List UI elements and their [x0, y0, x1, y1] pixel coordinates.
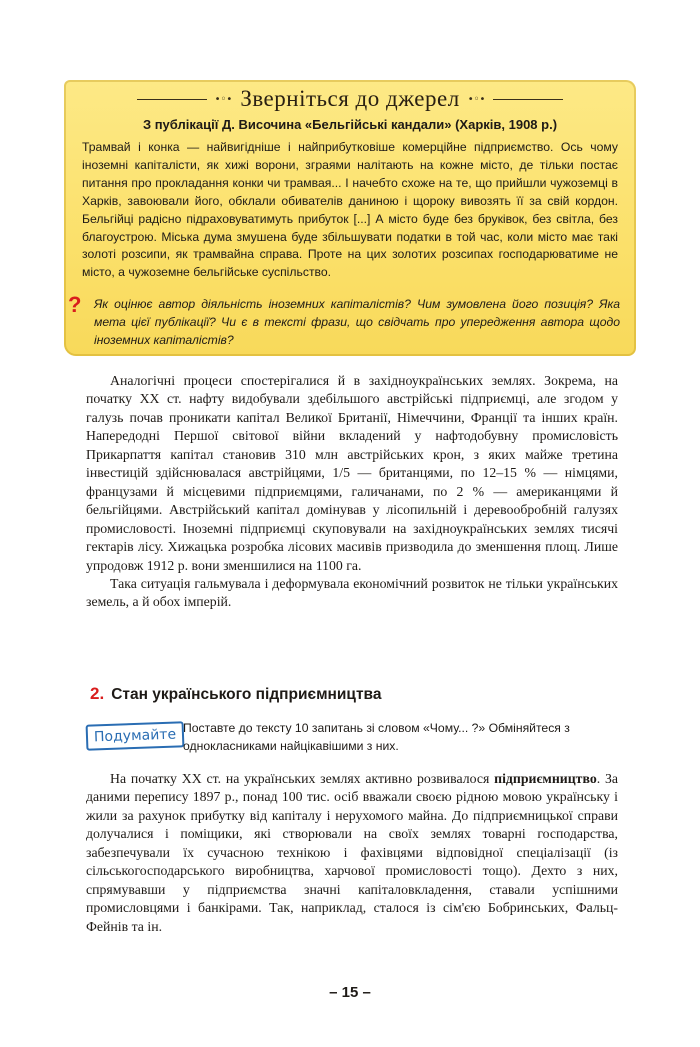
source-question: Як оцінює автор діяльність іноземних капіталістів? Чим зумовлена його позиція? Яка мета цієї публікації? Чи є в тексті фрази, що свідчать про упередження автора щодо іноземних капіталістів? — [94, 297, 620, 347]
question-mark-icon: ? — [68, 292, 82, 317]
paragraph — [86, 770, 618, 936]
bold-term: підприємництво — [494, 771, 597, 786]
divider-line — [137, 99, 207, 100]
source-subtitle: З публікації Д. Височина «Бельгійські кандали» (Харків, 1908 р.) — [142, 117, 558, 132]
source-box — [64, 80, 636, 356]
think-stamp: Подумайте — [86, 721, 185, 750]
page-number: – 15 – — [329, 984, 371, 1001]
section-number: 2. — [90, 684, 105, 703]
paragraph-start: На початку XX ст. на українських землях активно розвивалося — [110, 771, 495, 786]
divider-line — [493, 99, 563, 100]
section-title: Стан українського підприємництва — [111, 686, 382, 703]
ornament-icon: •◦• — [214, 93, 233, 105]
body-text-2 — [86, 770, 618, 936]
source-heading: Зверніться до джерел — [240, 86, 460, 111]
body-text — [86, 372, 618, 612]
paragraph: Аналогічні процеси спостерігалися й в західноукраїнських землях. Зокрема, на початку XX ст. нафту видобували здебільшого австрійські підприємці, але згодом у галузь почав проникати капітал Великої Британії, Німеччини, Франції та інших країн. Напередодні Першої світової війни вкладений у нафтодобувну промисловість Прикарпаття капітал становив 310 млн австрійських крон, з яких майже третина інвестицій здійснювалася австрійцями, 1/5 — британцями, по 12–15 % — німцями, французами й місцевими підприємцями, галичанами, по 2 % — американцями й бельгійцями. Австрійський капітал домінував у лісопильній і деревообробній галузях промисловості. Іноземні підприємці скуповували на західноукраїнських землях тисячі гектарів лісу. Хижацька розробка лісових масивів призводила до зменшення площ. Лише упродовж 1912 р. вони зменшилися на 1100 га. — [86, 373, 618, 573]
source-header — [64, 86, 636, 112]
paragraph-rest: . За даними перепису 1897 р., понад 100 тис. осіб вважали своєю рідною мовою українську і жили за рахунок прибутку від капіталу і нерухомого майна. До підприємницької справи долучалися і поміщики, які створювали на своїх землях товарні господарства, забезпечували їх сучасною технікою і фахівцями відповідної спеціалізації (із сільськогосподарського виробництва, харчової промисловості тощо). Дехто з них, спрямувавши у підприємства значні капіталовкладення, ставали успішними промисловцями і банкірами. Так, наприклад, сталося із сім'єю Бобринських, Фальц-Фейнів та ін. — [86, 771, 618, 934]
task-text: Поставте до тексту 10 запитань зі словом «Чому... ?» Обміняйтеся з однокласниками найцікавішими з них. — [183, 721, 570, 753]
paragraph: Така ситуація гальмувала і деформувала економічний розвиток не тільки українських земель, а й обох імперій. — [86, 575, 618, 610]
ornament-icon: •◦• — [467, 93, 486, 105]
source-text: Трамвай і конка — найвигідніше і найприбутковіше комерційне підприємство. Ось чому іноземні капіталісти, як хижі ворони, зграями налітають на кожне місто, де тільки постає питання про прокладання конки чи трамвая... І начебто схоже на те, що прийшли чужоземці в Харків, завоювали його, обклали обивателів даниною і щороку вивозять її за свій кордон. Бельгійці радісно підраховуватимуть прибуток [...] А місто буде без бруківок, без світла, без благоустрою. Міська дума змушена буде збільшувати податки в той час, коли місто має такі золоті розсипи, як трамвайна справа. Проте на цих золотих розсипах господарюватиме не місто, а чужоземне бельгійське суспільство. — [82, 140, 618, 280]
section-heading — [90, 684, 382, 704]
